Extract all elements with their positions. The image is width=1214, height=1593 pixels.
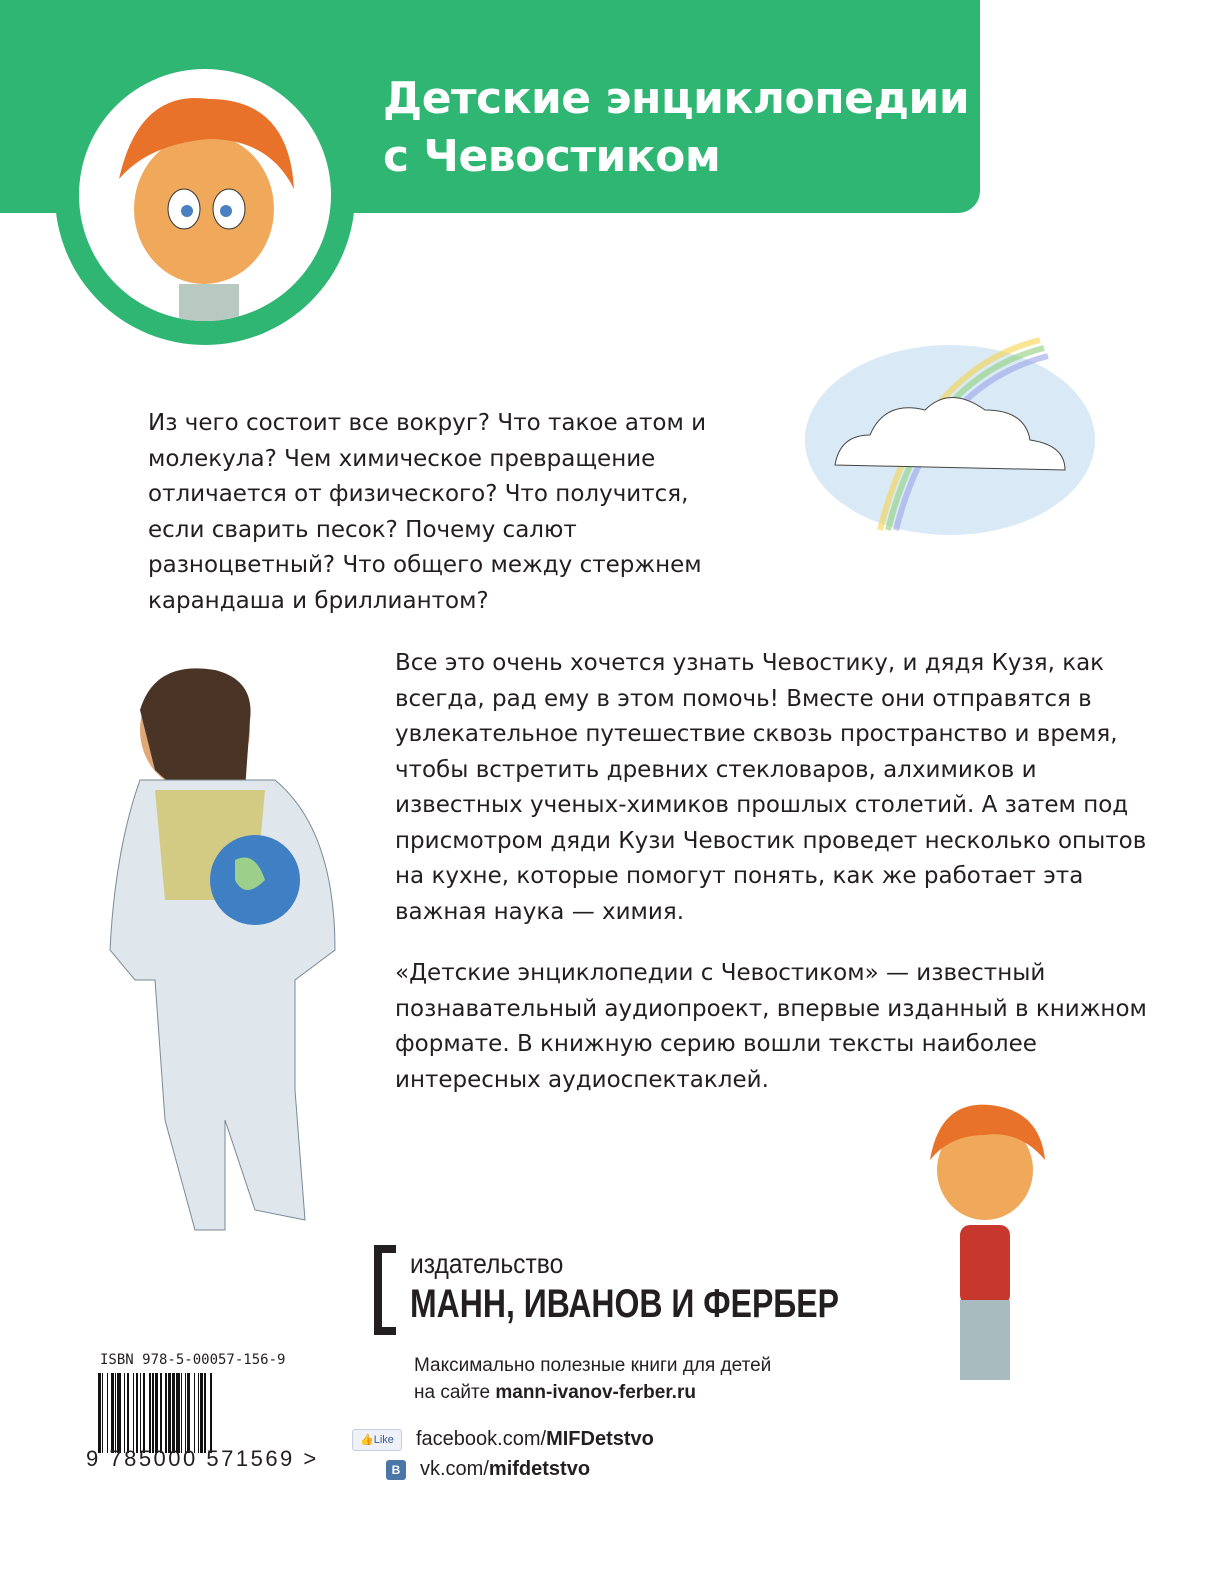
publisher-label: издательство xyxy=(410,1248,564,1279)
title-line-2: с Чевостиком xyxy=(383,131,721,182)
uncle-kuzya-illustration xyxy=(95,650,355,1260)
facebook-row xyxy=(352,1428,654,1451)
barcode xyxy=(98,1373,284,1453)
publisher-name: МАНН, ИВАНОВ И ФЕРБЕР xyxy=(410,1282,839,1326)
character-medallion xyxy=(55,45,355,345)
series-title xyxy=(383,70,969,186)
title-line-1: Детские энциклопедии xyxy=(383,73,970,124)
story-paragraph: Все это очень хочется узнать Чевостику, и дядя Кузя, как всегда, рад ему в этом помочь! Вместе они отправятся в увлекательное путешествие сквозь пространство и время, чтобы встретить древних стекловаров, алхимиков и известных ученых-химиков прошлых столетий. А затем под присмотром дяди Кузи Чевостик проведет несколько опытов на кухне, которые помогут понять, как же работает эта важная наука — химия. xyxy=(395,650,1147,925)
isbn-label: ISBN 978-5-00057-156-9 xyxy=(100,1352,286,1368)
intro-paragraph: Из чего состоит все вокруг? Что такое атом и молекула? Чем химическое превращение отличается от физического? Что получится, если сварить песок? Почему салют разноцветный? Что общего между стержнем карандаша и бриллиантом? xyxy=(148,410,707,614)
barcode-digits: 9 785000 571569 > xyxy=(86,1446,319,1471)
chevostik-standing-illustration xyxy=(910,1090,1060,1400)
facebook-like-button[interactable] xyxy=(352,1429,402,1451)
vk-prefix: vk.com/ xyxy=(420,1458,489,1480)
publisher-site xyxy=(414,1352,771,1406)
site-link[interactable]: mann-ivanov-ferber.ru xyxy=(495,1382,696,1403)
thumbs-up-icon: 👍 xyxy=(360,1434,374,1446)
cloud-rainbow-illustration xyxy=(800,330,1100,550)
facebook-link[interactable]: MIFDetstvo xyxy=(546,1428,654,1450)
vk-row xyxy=(352,1458,590,1481)
site-prefix: на сайте xyxy=(414,1382,491,1403)
barcode-bar xyxy=(212,1373,213,1453)
vk-link[interactable]: mifdetstvo xyxy=(488,1458,591,1480)
facebook-prefix: facebook.com/ xyxy=(416,1428,547,1450)
site-text: Максимально полезные книги для детей xyxy=(414,1355,772,1376)
like-label: Like xyxy=(373,1433,394,1446)
series-paragraph: «Детские энциклопедии с Чевостиком» — известный познавательный аудиопроект, впервые изданный в книжном формате. В книжную серию вошли тексты наиболее интересных аудиоспектаклей. xyxy=(395,960,1147,1093)
chevostik-portrait-illustration xyxy=(79,69,331,321)
publisher-bracket xyxy=(374,1245,396,1335)
vk-icon: B xyxy=(386,1460,406,1480)
